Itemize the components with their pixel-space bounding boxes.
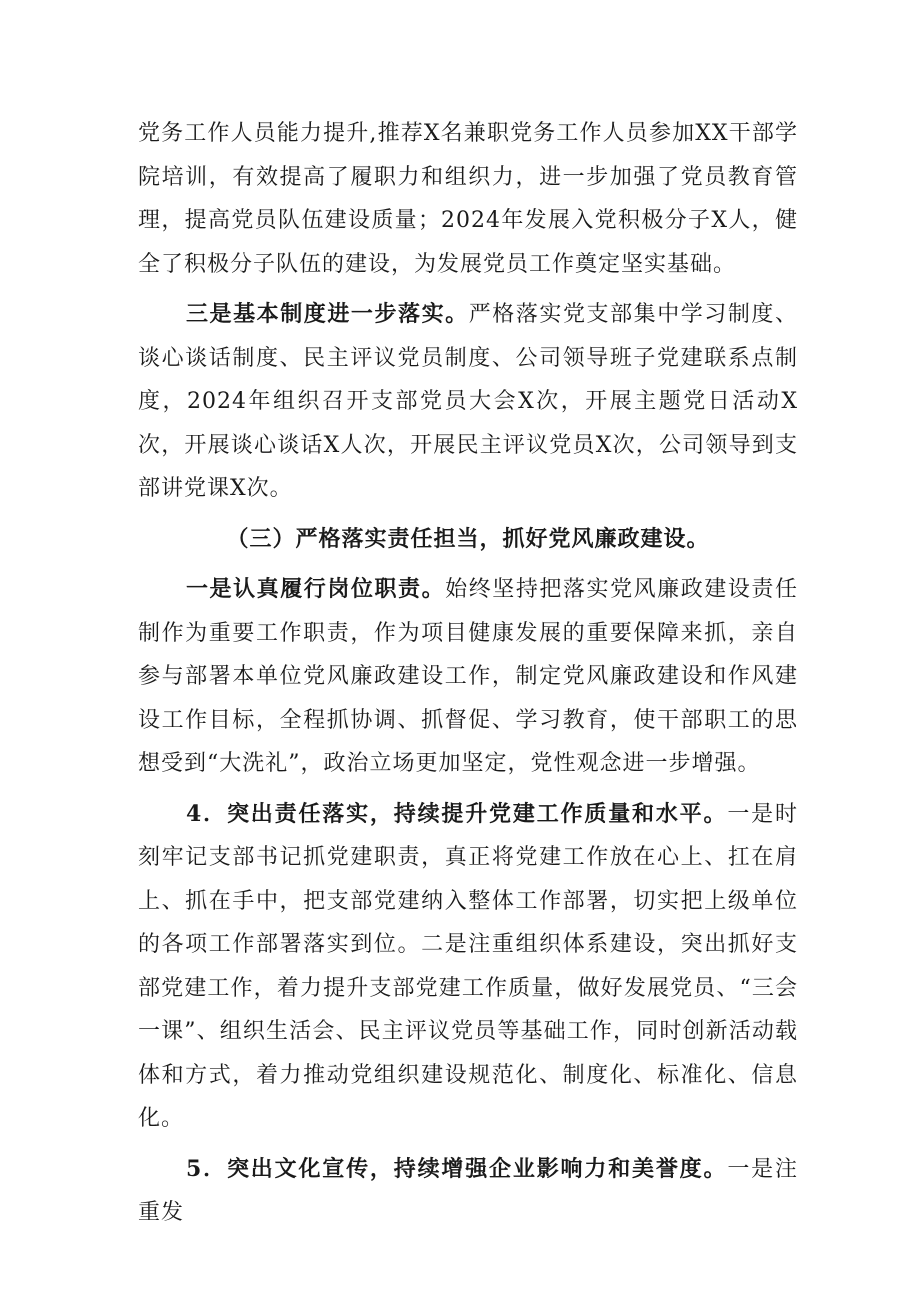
- paragraph-3: [138, 568, 798, 786]
- paragraph-3-lead: 一是认真履行岗位职责。: [186, 576, 446, 602]
- document-body: [138, 112, 798, 1235]
- paragraph-5-lead: 5．突出文化宣传，持续增强企业影响力和美誉度。: [186, 1155, 728, 1182]
- paragraph-5-text: 一是注重发: [138, 1156, 798, 1225]
- paragraph-1-text: 党务工作人员能力提升,推荐X名兼职党务工作人员参加XX干部学院培训，有效提高了履职力和组织力，进一步加强了党员教育管理，提高党员队伍建设质量；2024年发展入党积极分子X人，健全了积极分子队伍的建设，为发展党员工作奠定坚实基础。: [138, 121, 798, 277]
- paragraph-4: [138, 793, 798, 1141]
- paragraph-2-lead: 三是基本制度进一步落实。: [186, 301, 469, 327]
- paragraph-5: [138, 1148, 798, 1235]
- paragraph-3-text: 始终坚持把落实党风廉政建设责任制作为重要工作职责，作为项目健康发展的重要保障来抓，亲自参与部署本单位党风廉政建设工作，制定党风廉政建设和作风建设工作目标，全程抓协调、抓督促、学习教育，使干部职工的思想受到“大洗礼”，政治立场更加坚定，党性观念进一步增强。: [138, 577, 798, 776]
- section-heading: （三）严格落实责任担当，抓好党风廉政建设。: [226, 525, 710, 552]
- paragraph-2-text: 严格落实党支部集中学习制度、谈心谈话制度、民主评议党员制度、公司领导班子党建联系点制度，2024年组织召开支部党员大会X次，开展主题党日活动X次，开展谈心谈话X人次，开展民主评议党员X次，公司领导到支部讲党课X次。: [138, 302, 798, 501]
- paragraph-2: [138, 293, 798, 511]
- paragraph-4-lead: 4．突出责任落实，持续提升党建工作质量和水平。: [186, 800, 728, 827]
- paragraph-1: [138, 112, 798, 286]
- paragraph-4-text: 一是时刻牢记支部书记抓党建职责，真正将党建工作放在心上、扛在肩上、抓在手中，把支部党建纳入整体工作部署，切实把上级单位的各项工作部署落实到位。二是注重组织体系建设，突出抓好支部党建工作，着力提升支部党建工作质量，做好发展党员、“三会一课”、组织生活会、民主评议党员等基础工作，同时创新活动载体和方式，着力推动党组织建设规范化、制度化、标准化、信息化。: [138, 801, 798, 1131]
